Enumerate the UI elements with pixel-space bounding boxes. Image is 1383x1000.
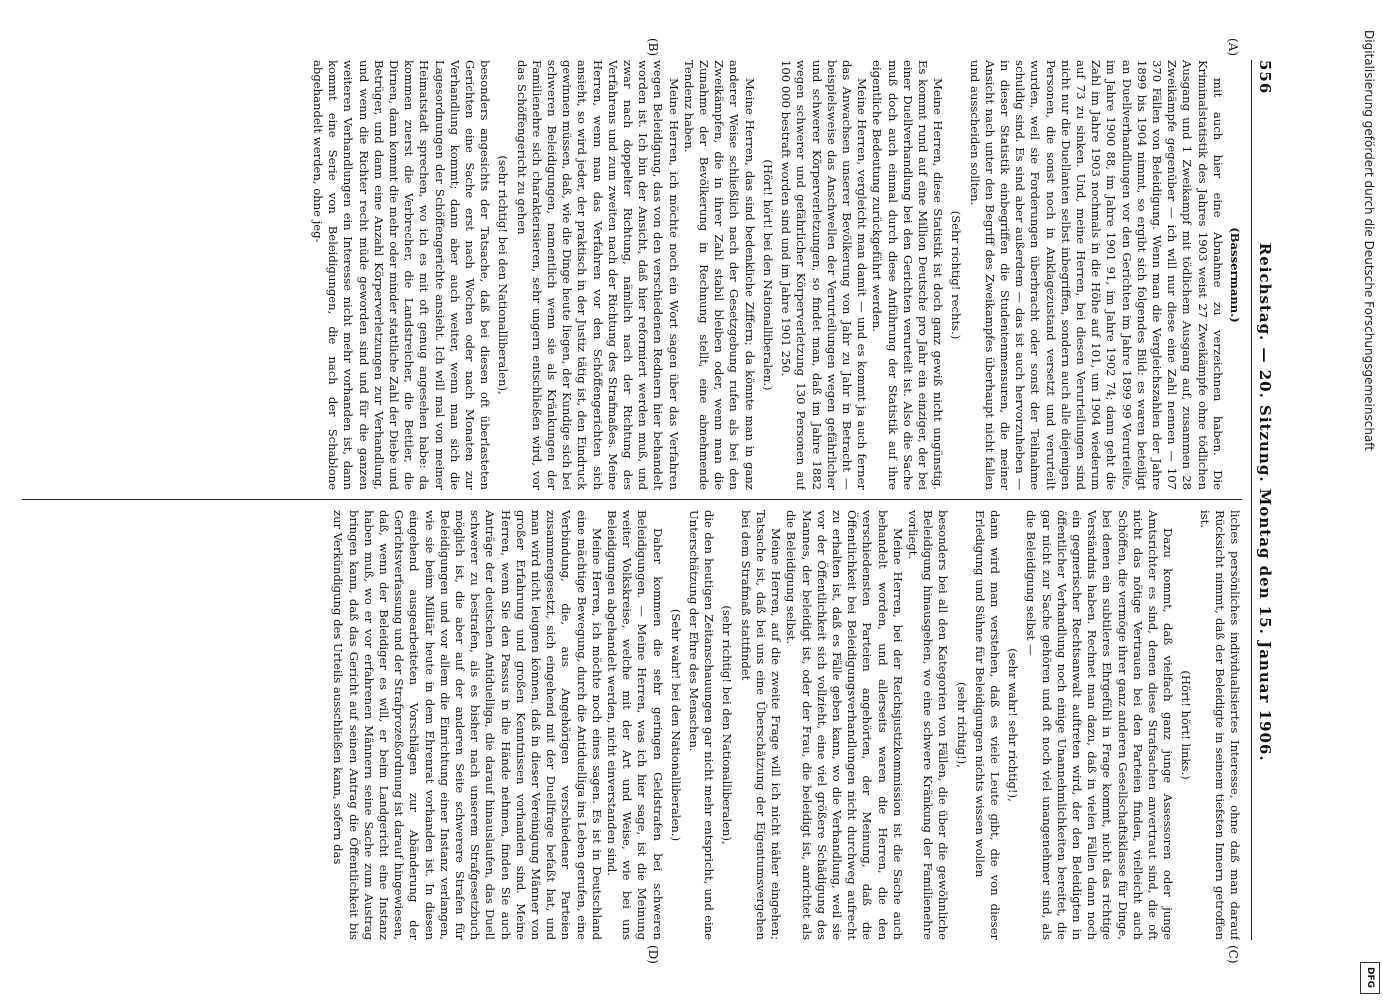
- paragraph: Dazu kommt, daß vielfach ganz junge Assessoren oder junge Amtsrichter es sind, denen diese Strafsachen anvertraut sind, die oft nicht das nötige Vertrauen bei den Parteien finden, vielleicht auch Schöffen, die vermöge ihrer ganz anderen Gesellschaftsklasse für Dinge, bei denen ein subtileres Ehrgefühl in Frage kommt, nicht das richtige Verständnis haben. Rechnet man dazu, daß in vielen Fällen dann noch ein gegnerischer Rechtsanwalt auftreten wird, der den Beleidigten in öffentlicher Verhandlung noch einige Unannehmlichkeiten bereitet, die gar nicht zur Sache gehören und oft noch viel unangenehmer sind, als die Beleidigung selbst —: [1024, 510, 1176, 940]
- paragraph: besonders angesichts der Tatsache, daß bei diesen oft überlasteten Gerichten eine Sache erst nach Wochen oder nach Monaten zur Verhandlung kommt; dann aber auch weiter, wenn man sich die Lagesordnungen der Schöffengerichte ansieht. Ich will mal von meiner Heimatstadt sprechen, wo ich es mit oft genug angesehen habe: da kommen zuerst die Verbrecher, die Landstreicher, die Bettler, die Dirnen, dann kommt die mehr oder minder stattliche Zahl der Diebe und Betrüger, und dann eine Anzahl Körperverletzungen zur Verhandlung, und wenn die Richter recht müde geworden sind und für die ganzen weiteren Verhandlungen ein Interesse nicht mehr vorhanden ist, dann kommt eine Serie von Beleidigungen, die nach der Schablone abgehandelt werden, ohne jeg-: [311, 60, 493, 490]
- right-column: [22, 510, 1242, 940]
- paragraph: Meine Herren, bei der Reichsjustizkommission ist die Sache auch behandelt worden, und allerseits waren die Herren, die den verschiedensten Parteien angehörten, der Meinung, daß die Öffentlichkeit bei Beleidigungsverhandlungen nicht durchweg aufrecht zu erhalten ist, daß es Fälle geben kann, wo die Verhandlung, weil sie vor der Öffentlichkeit sich vollzieht, eine viel größere Schädigung des Mannes, der beleidigt ist, oder der Frau, die beleidigt ist, anrichtet als die Beleidigung selbst.: [784, 510, 905, 940]
- paragraph: Meine Herren, auf die zweite Frage will ich nicht näher eingehen; Tatsache ist, daß bei uns eine Überschätzung der Eigentumsvergehen bei dem Strafmaß stattfindet: [738, 510, 784, 940]
- paragraph: Meine Herren, ich möchte noch eines sagen. Es ist in Deutschland eine mächtige Bewegung, durch die Antiduelliga ins Leben gerufen, eine Verbindung, die, aus Angehörigen verschiedener Parteien zusammengesetzt, sich eingehend mit der Duellfrage befaßt hat, und man wird nicht leugnen können, daß in dieser Vereinigung Männer von großer Erfahrung und großen Kenntnissen vorhanden sind. Meine Herren, wenn Sie den Passus in die Hände nehmen, finden Sie auch Anträge der deutschen Antiduelliga, die darauf hinauslaufen, das Duell schwerer zu bestrafen, als es bisher nach unserem Strafgesetzbuch möglich ist, die aber auf der anderen Seite schwerere Strafen für Beleidigungen und vor allem die Einrichtung einer Instanz verlangen, wie sie beim Militär heute in dem Ehrenrat vorhanden ist. In diesen eingehend ausgearbeiteten Vorschlägen zur Abänderung der Gerichtsverfassung und der Strafprozeßordnung ist darauf hingewiesen, daß, wenn der Beleidiger es will, er beim Landgericht eine Instanz haben muß, wo er vor erfahrenen Männern seine Sache zum Austrag bringen kann, daß das Gericht auf seinen Antrag die Öffentlichkeit bis zur Verkündigung des Urteils ausschließen kann, sofern das: [331, 510, 604, 940]
- funding-notice: Digitalisierung gefördert durch die Deutsche Forschungsgemeinschaft: [1362, 30, 1376, 452]
- paragraph: die den heutigen Zeitanschauungen gar nicht mehr entspricht, und eine Unterschätzung der Ehre des Menschen.: [687, 510, 717, 940]
- page-number: 556: [1256, 60, 1274, 95]
- interjection: (sehr richtig!),: [954, 682, 969, 768]
- interjection: (Sehr wahr! bei den Nationalliberalen.): [668, 608, 683, 842]
- digitization-footer: [1348, 0, 1383, 1000]
- left-column: [22, 60, 1242, 490]
- page-header: [1251, 60, 1278, 940]
- margin-marker-c: (C): [1226, 945, 1240, 964]
- interjection: (sehr wahr! sehr richtig!),: [1006, 648, 1021, 802]
- interjection: (sehr richtig! bei den Nationalliberalen),: [720, 605, 735, 845]
- interjection: (Sehr richtig! rechts.): [949, 210, 964, 340]
- column-divider: [22, 499, 1242, 500]
- paragraph: mit auch hier eine Abnahme zu verzeichnen haben. Die Kriminalstatistik des Jahres 1903 weist 27 Zweikämpfe ohne tödlichen Ausgang und 1 Zweikampf mit tödlichem Ausgang auf, zusammen 28 Zweikämpfe gegenüber — ich will nur diese eine Zahl nennen — 107 370 Fällen von Beleidigung. Wenn man die Vergleichszahlen der Jahre 1899 bis 1904 nimmt, so ergibt sich folgendes Bild: es waren beteiligt an Duellverhandlungen vor den Gerichten im Jahre 1899 99 Verurteilte, im Jahre 1900 88, im Jahre 1901 91, im Jahre 1902 74; dann geht die Zahl im Jahre 1903 nochmals in die Höhe auf 101, um 1904 wiederum auf 73 zu sinken. Und, meine Herren, bei diesen Verurteilungen sind nicht nur die Duellanten selbst inbegriffen, sondern auch alle diejenigen Personen, die sonst noch in Anklagezustand versetzt und verurteilt wurden, weil sie Forderungen überbracht oder sonst der Teilnahme schuldig sind. Es sind aber außerdem — das ist auch hervorzuheben — in dieser Statistik einbegriffen die Studentenmensuren, die meiner Ansicht nach unter den Begriff des Zweikampfes überhaupt nicht fallen und ausscheiden sollten.: [967, 60, 1225, 490]
- dfg-logo: DFG: [1360, 962, 1380, 994]
- margin-marker-b: (B): [646, 38, 660, 57]
- paragraph: Meine Herren, ich möchte noch ein Wort sagen über das Verfahren wegen Beleidigung, das von den verschiedenen Rednern hier behandelt worden ist. Ich bin der Ansicht, daß hier reformiert werden muß, und zwar nach doppelter Richtung, nämlich nach der Richtung des Verfahrens und zum zweiten nach der Richtung des Strafmaßes. Meine Herren, wenn man das Verfahren vor den Schöffengerichten sich ansieht, so wird jeder, der praktisch in der Justiz tätig ist, den Eindruck gewinnen müssen, daß, wie die Dinge heute liegen, der Kundige sich bei schweren Beleidigungen, namentlich wenn sie als Kränkungen der Familienehre sich charakterisieren, sehr ungern entschließen wird, vor das Schöffengericht zu gehen: [514, 60, 681, 490]
- paragraph: dann wird man verstehen, daß es viele Leute gibt, die von dieser Erledigung und Sühne für Beleidigungen nichts wissen wollen: [972, 510, 1002, 940]
- page-title: Reichstag. — 20. Sitzung. Montag den 15. Januar 1906.: [1256, 242, 1274, 762]
- paragraph: Meine Herren, das sind bedenkliche Ziffern; da könnte man in ganz anderer Weise schließlich nach der Gesetzgebung rufen als bei den Zweikämpfen, die in ihrer Zahl stabil bleiben oder, wenn man die Zunahme der Bevölkerung in Rechnung stellt, eine abnehmende Tendenz haben.: [681, 60, 757, 490]
- paragraph: Meine Herren, vergleicht man damit — und es kommt ja auch ferner das Anwachsen unserer Bevölkerung von Jahr zu Jahr in Betracht — beispielsweise das Anschwellen der Verurteilungen wegen gefährlicher und schwerer Körperverletzungen, so findet man, daß im Jahre 1882 wegen schwerer und gefährlicher Körperverletzung 130 Personen auf 100 000 bestraft worden sind und im Jahre 1901 250.: [779, 60, 870, 490]
- margin-marker-a: (A): [1226, 38, 1240, 57]
- interjection: (Hört! hört! bei den Nationalliberalen.): [760, 159, 775, 391]
- speaker-name: (Bassermann.): [1228, 227, 1242, 323]
- paragraph: Daher kommen die sehr geringen Geldstrafen bei schweren Beleidigungen. — Meine Herren, was ich hier sage, ist die Meinung weiter Volkskreise, welche mit der Art und Weise, wie bei uns Beleidigungen abgehandelt werden, nicht einverstanden sind.: [605, 510, 665, 940]
- paragraph: besonders bei all den Kategorien von Fällen, die über die gewöhnliche Beleidigung hinausgehen, wo eine schwere Kränkung der Familienehre vorliegt.: [905, 510, 951, 940]
- interjection: (sehr richtig! bei den Nationalliberalen),: [496, 155, 511, 395]
- margin-marker-d: (D): [646, 945, 660, 964]
- paragraph: Meine Herren, diese Statistik ist doch ganz gewiß nicht ungünstig. Es kommt rund auf eine Million Deutsche pro Jahr ein einziger, der bei einer Duellverhandlung bei den Gerichten verurteilt ist. Also die Sache muß doch auch einmal durch diese Anführung der Statistik auf ihre eigentliche Bedeutung zurückgeführt werden.: [870, 60, 946, 490]
- interjection: (Hört! hört! links.): [1179, 670, 1194, 780]
- paragraph: liches persönliches individualisiertes Interesse, ohne daß man darauf Rücksicht nimmt, daß der Beleidigte in seinem tiefsten Innern getroffen ist.: [1197, 510, 1242, 940]
